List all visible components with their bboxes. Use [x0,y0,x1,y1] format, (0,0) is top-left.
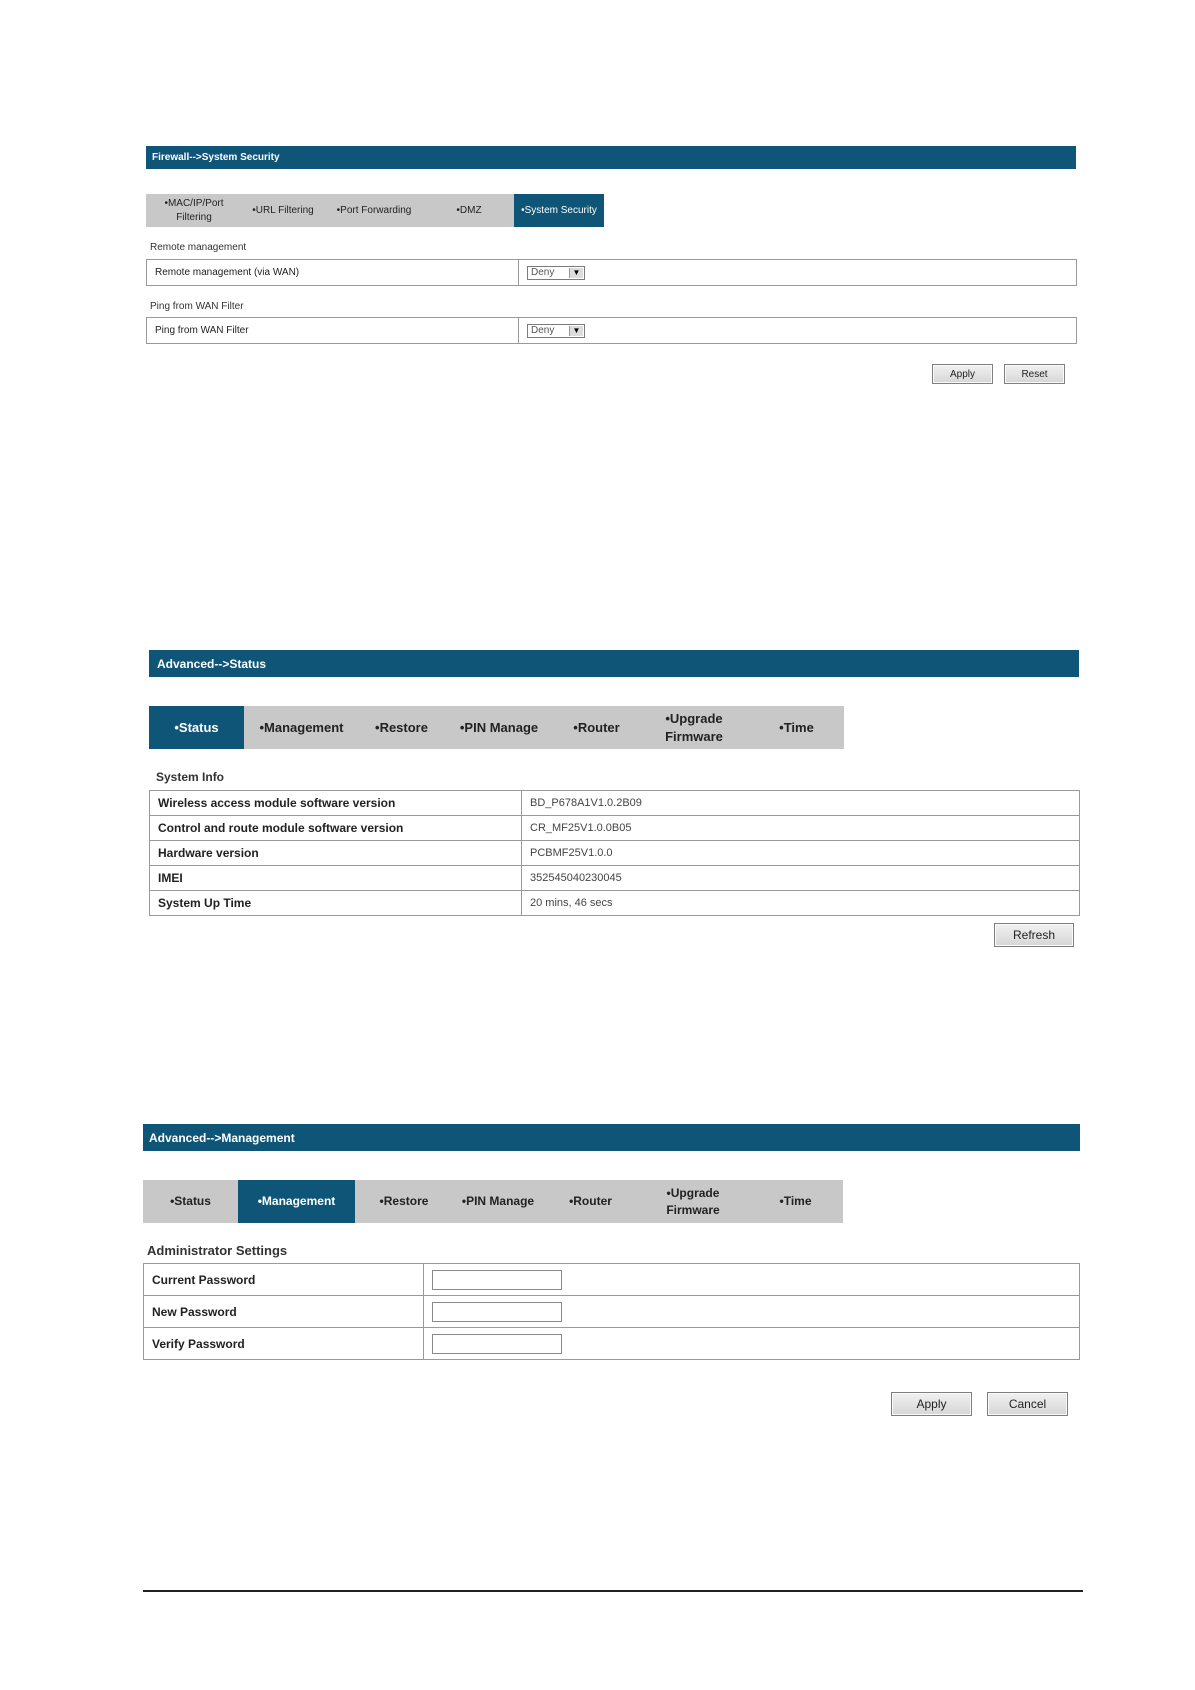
verify-password-label: Verify Password [144,1328,424,1360]
tab-label: •Port Forwarding [336,204,412,216]
chevron-down-icon: ▼ [569,326,583,336]
tab-restore[interactable] [359,706,444,749]
tab-label: •Restore [379,1194,429,1209]
management-apply-button[interactable]: Apply [891,1392,972,1416]
remote-management-label: Remote management (via WAN) [147,260,519,286]
tab-label: •Management [257,1194,336,1209]
table-row [144,1264,1080,1296]
tab-label: Firmware [665,728,723,744]
tab-router[interactable] [543,1180,638,1223]
row-value: PCBMF25V1.0.0 [522,841,1080,866]
tab-label: •MAC/IP/Port [164,198,224,209]
tab-label: •PIN Manage [461,1194,535,1209]
management-title: Advanced-->Management [149,1130,295,1145]
management-title-bar [143,1124,1080,1151]
table-row [150,791,1080,816]
tab-pin-manage[interactable] [444,706,554,749]
ping-wan-table [146,317,1077,344]
tab-dmz[interactable] [424,194,514,227]
table-row [144,1296,1080,1328]
tab-label: •Status [170,1194,211,1209]
remote-management-cell [519,260,1077,286]
ping-wan-label: Ping from WAN Filter [147,318,519,344]
tab-label: •Upgrade [666,1186,720,1201]
current-password-cell [424,1264,1080,1296]
current-password-label: Current Password [144,1264,424,1296]
tab-pin-manage[interactable] [453,1180,543,1223]
firewall-reset-button[interactable]: Reset [1004,364,1065,384]
row-label: System Up Time [150,891,522,916]
ping-wan-heading: Ping from WAN Filter [150,301,244,312]
table-row [150,891,1080,916]
administrator-settings-table [143,1263,1080,1360]
status-tab-bar [149,706,844,749]
table-row [150,841,1080,866]
table-row [144,1328,1080,1360]
row-label: Hardware version [150,841,522,866]
tab-router[interactable] [554,706,639,749]
verify-password-input[interactable] [432,1334,562,1354]
row-value: CR_MF25V1.0.0B05 [522,816,1080,841]
tab-status[interactable] [149,706,244,749]
chevron-down-icon: ▼ [569,268,583,278]
table-row [150,866,1080,891]
tab-status[interactable] [143,1180,238,1223]
tab-label: Filtering [176,211,212,223]
row-label: Wireless access module software version [150,791,522,816]
page-footer-rule [143,1590,1083,1592]
tab-port-forwarding[interactable] [324,194,424,227]
tab-label: •Time [779,719,814,735]
tab-label: Firmware [666,1202,720,1217]
row-value: 20 mins, 46 secs [522,891,1080,916]
remote-management-table [146,259,1077,286]
row-label: Control and route module software version [150,816,522,841]
select-value: Deny [531,325,555,336]
tab-upgrade-firmware[interactable] [638,1180,748,1223]
tab-time[interactable] [749,706,844,749]
status-title: Advanced-->Status [157,656,267,671]
tab-label: •DMZ [456,204,482,216]
administrator-settings-heading: Administrator Settings [147,1243,288,1258]
select-value: Deny [531,267,555,278]
tab-label: •Time [779,1194,812,1209]
tab-label: •PIN Manage [459,719,539,735]
status-title-bar [149,650,1079,677]
management-tab-bar [143,1180,843,1223]
management-cancel-button[interactable]: Cancel [987,1392,1068,1416]
tab-time[interactable] [748,1180,843,1223]
new-password-cell [424,1296,1080,1328]
tab-label: •Upgrade [665,710,723,726]
refresh-button[interactable]: Refresh [994,923,1074,947]
tab-label: •Router [573,719,620,735]
tab-upgrade-firmware[interactable] [639,706,749,749]
tab-label: •Restore [375,719,428,735]
verify-password-cell [424,1328,1080,1360]
ping-wan-cell [519,318,1077,344]
firewall-tab-bar [146,194,604,227]
system-info-heading: System Info [156,770,225,784]
tab-label: •Router [569,1194,612,1209]
tab-label: •Status [174,719,219,735]
row-value: 352545040230045 [522,866,1080,891]
firewall-apply-button[interactable]: Apply [932,364,993,384]
current-password-input[interactable] [432,1270,562,1290]
new-password-input[interactable] [432,1302,562,1322]
tab-management[interactable] [238,1180,355,1223]
tab-url-filtering[interactable] [242,194,324,227]
row-label: IMEI [150,866,522,891]
firewall-title-bar [146,146,1076,169]
tab-system-security[interactable] [514,194,604,227]
ping-wan-select[interactable] [527,324,585,338]
tab-restore[interactable] [355,1180,453,1223]
remote-management-heading: Remote management [150,242,247,253]
new-password-label: New Password [144,1296,424,1328]
row-value: BD_P678A1V1.0.2B09 [522,791,1080,816]
system-info-table [149,790,1080,916]
firewall-title: Firewall-->System Security [152,152,280,163]
tab-mac-ip-port-filtering[interactable] [146,194,242,227]
tab-label: •System Security [521,204,597,216]
tab-management[interactable] [244,706,359,749]
remote-management-select[interactable] [527,266,585,280]
tab-label: •URL Filtering [252,204,314,216]
table-row [150,816,1080,841]
tab-label: •Management [259,719,344,735]
